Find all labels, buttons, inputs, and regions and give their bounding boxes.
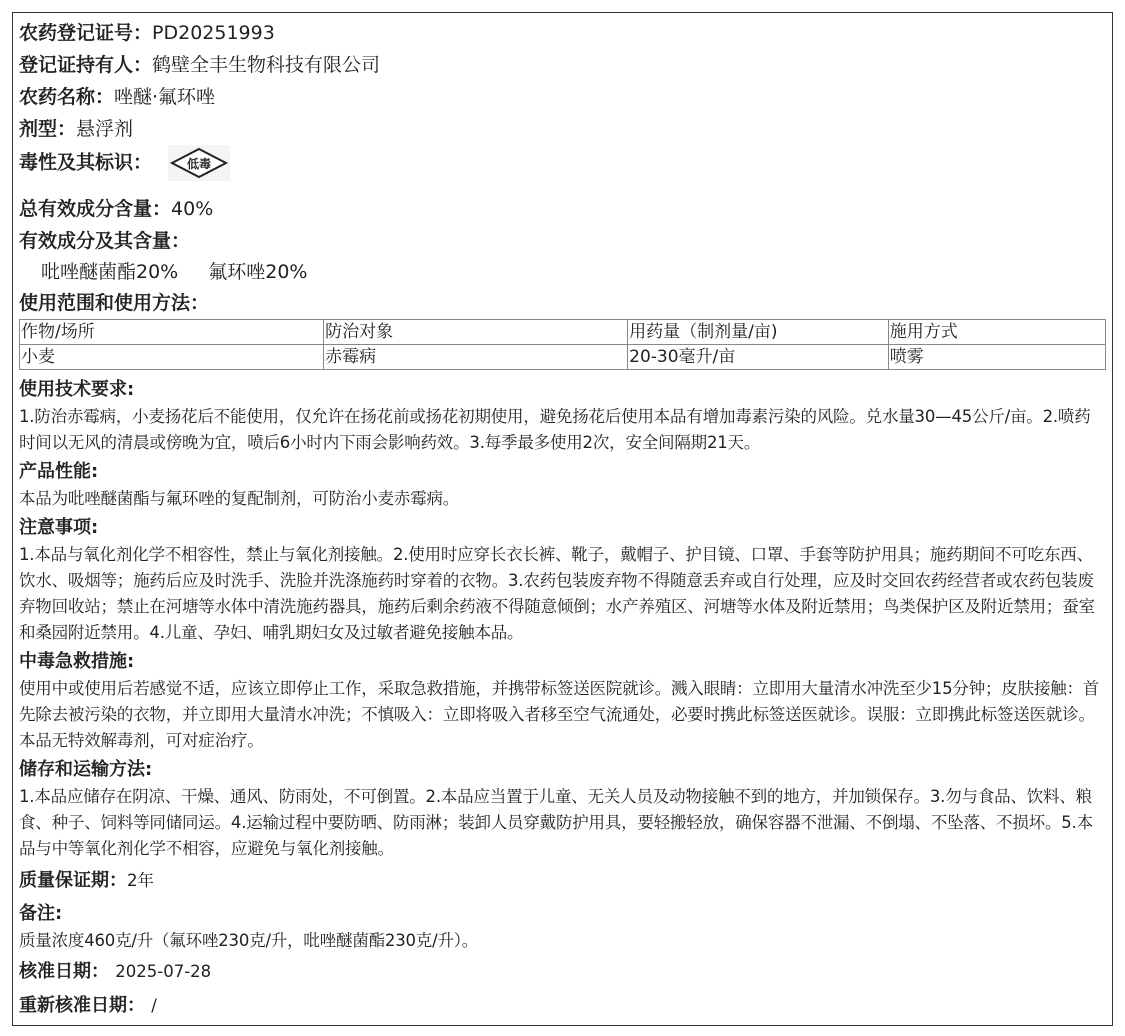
ingredient-item: 氟环唑20% xyxy=(208,261,308,283)
header-cell: 作物/场所 xyxy=(20,320,324,345)
header-cell: 用药量（制剂量/亩) xyxy=(628,320,889,345)
table-header-row xyxy=(20,320,1106,345)
form-label: 剂型： xyxy=(19,118,77,140)
warranty-label: 质量保证期： xyxy=(19,870,127,891)
holder-label: 登记证持有人： xyxy=(19,54,153,76)
tech-text: 1.防治赤霉病，小麦扬花后不能使用，仅允许在扬花前或扬花初期使用，避免扬花后使用本品有增加毒素污染的风险。兑水量30—45公斤/亩。2.喷药时间以无风的清晨或傍晚为宜，喷后6小时内下雨会影响药效。3.每季最多使用2次，安全间隔期21天。 xyxy=(19,407,1091,452)
name-row xyxy=(19,81,1106,113)
name-label: 农药名称： xyxy=(19,86,115,108)
holder-value: 鹤壁全丰生物科技有限公司 xyxy=(152,54,381,76)
name-value: 唑醚·氟环唑 xyxy=(114,86,216,108)
reapprove-row xyxy=(19,990,1106,1022)
form-row xyxy=(19,113,1106,145)
approve-value: 2025-07-28 xyxy=(115,962,212,981)
table-cell: 20-30毫升/亩 xyxy=(628,345,889,370)
reg-no-label: 农药登记证号： xyxy=(19,22,153,44)
approve-row xyxy=(19,956,1106,988)
remark-text: 质量浓度460克/升（氟环唑230克/升，吡唑醚菌酯230克/升）。 xyxy=(19,931,479,950)
warranty-row xyxy=(19,864,1106,898)
usage-label: 使用范围和使用方法： xyxy=(19,292,210,314)
aid-text: 使用中或使用后若感觉不适，应该立即停止工作，采取急救措施，并携带标签送医院就诊。溅入眼睛：立即用大量清水冲洗至少15分钟；皮肤接触：首先除去被污染的衣物，并立即用大量清水冲洗；不慎吸入：立即将吸入者移至空气流通处，必要时携此标签送医就诊。误服：立即携此标签送医就诊。本品无特效解毒剂，可对症治疗。 xyxy=(19,679,1100,750)
notes-text: 1.本品与氧化剂化学不相容性，禁止与氧化剂接触。2.使用时应穿长衣长裤、靴子，戴帽子、护目镜、口罩、手套等防护用具；施药期间不可吃东西、饮水、吸烟等；施药后应及时洗手、洗脸并洗涤施药时穿着的衣物。3.农药包装废弃物不得随意丢弃或自行处理，应及时交回农药经营者或农药包装废弃物回收站；禁止在河塘等水体中清洗施药器具，施药后剩余药液不得随意倾倒；水产养殖区、河塘等水体及附近禁用；鸟类保护区及附近禁用；蚕室和桑园附近禁用。4.儿童、孕妇、哺乳期妇女及过敏者避免接触本品。 xyxy=(19,545,1095,642)
perf-label: 产品性能: xyxy=(19,461,99,482)
holder-row xyxy=(19,49,1106,81)
table-row xyxy=(20,345,1106,370)
form-value: 悬浮剂 xyxy=(76,118,134,140)
warranty-value: 2年 xyxy=(127,871,154,890)
notes-label: 注意事项: xyxy=(19,517,99,538)
header-cell: 施用方式 xyxy=(888,320,1105,345)
table-cell: 赤霉病 xyxy=(324,345,628,370)
total-label: 总有效成分含量： xyxy=(19,198,172,220)
approve-label: 核准日期： xyxy=(19,961,109,982)
total-row xyxy=(19,193,1106,225)
reapprove-label: 重新核准日期： xyxy=(19,995,145,1016)
storage-text: 1.本品应储存在阴凉、干燥、通风、防雨处，不可倒置。2.本品应当置于儿童、无关人员及动物接触不到的地方，并加锁保存。3.勿与食品、饮料、粮食、种子、饲料等同储同运。4.运输过程中要防晒、防雨淋；装卸人员穿戴防护用具，要轻搬轻放，确保容器不泄漏、不倒塌、不坠落、不损坏。5.本品与中等氧化剂化学不相容，应避免与氧化剂接触。 xyxy=(19,787,1093,858)
toxicity-label: 毒性及其标识： xyxy=(19,151,153,174)
toxicity-row xyxy=(19,145,1106,193)
reg-no-row xyxy=(19,17,1106,49)
remark-label: 备注: xyxy=(19,903,63,924)
tech-label: 使用技术要求: xyxy=(19,379,135,400)
reg-no-value: PD20251993 xyxy=(152,22,275,44)
pesticide-label-document xyxy=(12,12,1113,1026)
aid-label: 中毒急救措施: xyxy=(19,651,135,672)
reapprove-value: / xyxy=(151,996,157,1015)
header-cell: 防治对象 xyxy=(324,320,628,345)
toxicity-icon-text: 低毒 xyxy=(187,157,212,171)
ingredients-list xyxy=(19,257,1106,287)
table-cell: 小麦 xyxy=(20,345,324,370)
usage-table xyxy=(19,319,1106,370)
ingredient-item: 吡唑醚菌酯20% xyxy=(41,261,179,283)
ingredients-label: 有效成分及其含量： xyxy=(19,230,191,252)
perf-text: 本品为吡唑醚菌酯与氟环唑的复配制剂，可防治小麦赤霉病。 xyxy=(19,489,460,508)
storage-label: 储存和运输方法: xyxy=(19,759,153,780)
low-toxicity-diamond-icon xyxy=(168,145,230,181)
total-value: 40% xyxy=(171,198,214,220)
table-cell: 喷雾 xyxy=(888,345,1105,370)
